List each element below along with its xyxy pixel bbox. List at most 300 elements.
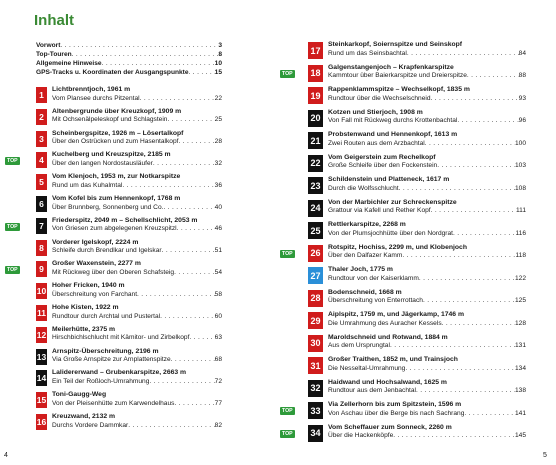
tour-title: Rappenklammspitze – Wechselkopf, 1835 m: [328, 86, 470, 93]
tour-page: 118: [515, 252, 526, 260]
tour-number: 19: [308, 87, 323, 104]
toc-intro-page: 15: [214, 69, 222, 76]
tour-subtitle-line: [52, 334, 222, 343]
tour-page: 134: [514, 364, 526, 372]
tour-number: 17: [308, 42, 323, 59]
toc-entry-text: [52, 304, 222, 321]
top-tour-badge: TOP: [7, 158, 18, 165]
tour-subtitle-line: [328, 95, 526, 104]
toc-entry-text: [328, 244, 526, 261]
tour-subtitle-line: [52, 269, 222, 278]
toc-entry-text: [328, 109, 526, 126]
tour-subtitle: Über Brunnberg, Sonnenberg und Co.: [52, 203, 164, 211]
top-tour-badge: TOP: [282, 70, 293, 77]
toc-entry[interactable]: [7, 151, 222, 173]
toc-entry[interactable]: [308, 199, 526, 222]
tour-subtitle: Überschreitung von Farchant: [52, 290, 138, 298]
toc-entry[interactable]: [36, 239, 222, 261]
page-number-left: 4: [4, 452, 8, 459]
tour-subtitle: Zwei Routen aus dem Arzbachtal: [328, 139, 425, 147]
toc-entry[interactable]: [308, 379, 526, 402]
tour-page: 141: [514, 409, 526, 417]
tour-subtitle: Durch die Wolfsschlucht: [328, 184, 399, 192]
tour-title: Galgenstangenjoch – Krapfenkarspitze: [328, 63, 454, 71]
leader-dots: [457, 117, 518, 126]
tour-subtitle: Von Fall mit Rückweg durchs Krottenbachtal: [328, 117, 458, 125]
tour-number: 31: [308, 357, 323, 374]
tour-subtitle: Die Umrahmung des Auracher Kessels: [328, 319, 442, 327]
tour-number: 29: [308, 312, 323, 329]
toc-entry-text: [52, 348, 222, 365]
toc-entry[interactable]: [308, 266, 526, 289]
tour-title: Aiplspitz, 1759 m, und Jägerkamp, 1746 m: [328, 311, 464, 318]
tour-page: 145: [514, 432, 526, 440]
tour-subtitle: Von der Pleisenhütte zum Karwendelhaus: [52, 399, 175, 407]
tour-title: Haidwand und Hochsalwand, 1625 m: [328, 378, 447, 386]
toc-entry[interactable]: [36, 304, 222, 326]
tour-subtitle-line: [328, 432, 526, 441]
toc-entry-text: [328, 311, 526, 328]
tour-title: Schildenstein und Platteneck, 1617 m: [328, 176, 450, 183]
tour-subtitle-line: [328, 185, 526, 194]
toc-entry-text: [328, 86, 526, 103]
leader-dots: [162, 247, 215, 256]
tour-number: 24: [308, 200, 323, 217]
tour-subtitle: Hirschbichlschlucht mit Kämitor- und Zirbelkopf: [52, 334, 190, 342]
tour-page: 103: [514, 162, 526, 170]
tour-subtitle: Kammtour über Baierkarspitze und Dreierspitze: [328, 72, 467, 80]
toc-entry[interactable]: [282, 423, 526, 447]
tour-subtitle-line: [52, 160, 222, 169]
tour-subtitle: Rundtour aus dem Jenbachtal: [328, 387, 416, 395]
toc-entry[interactable]: [36, 108, 222, 130]
tour-subtitle: Von Griesen zum abgelegenen Kreuzspitzl: [52, 225, 177, 233]
tour-title: Steinkarkopf, Soiernspitze und Seinskopf: [328, 41, 463, 48]
toc-column-right: [282, 41, 526, 446]
toc-entry[interactable]: [36, 173, 222, 195]
tour-subtitle-line: [52, 291, 222, 300]
leader-dots: [72, 50, 219, 59]
toc-entry-text: [52, 413, 222, 430]
leader-dots: [405, 365, 515, 374]
toc-intro-line[interactable]: [36, 68, 222, 77]
toc-entry-text: [52, 282, 222, 299]
leader-dots: [399, 185, 515, 194]
toc-list-right: [282, 41, 526, 446]
toc-entry-text: [328, 334, 526, 351]
tour-page: 36: [214, 181, 222, 189]
toc-entry[interactable]: [36, 413, 222, 435]
tour-title: Rotspitz, Hochiss, 2299 m, und Klobenjoch: [328, 243, 467, 251]
toc-intro-line[interactable]: [36, 41, 222, 50]
tour-number: 4: [36, 152, 47, 168]
tour-subtitle: Große Schleife über den Fockenstein: [328, 162, 438, 170]
tour-title: Altenbergrunde über Kreuzkopf, 1909 m: [52, 107, 182, 115]
tour-page: 28: [214, 138, 222, 146]
toc-entry[interactable]: [36, 326, 222, 348]
toc-intro-label: Vorwort: [36, 42, 61, 49]
leader-dots: [189, 68, 215, 77]
tour-page: 32: [214, 159, 222, 167]
tour-subtitle: Mit Ochsenälpeleskopf und Schlagstein: [52, 116, 168, 124]
toc-entry-text: [52, 369, 222, 386]
tour-subtitle: Vom Plansee durchs Pitzental: [52, 94, 140, 102]
tour-subtitle-line: [328, 275, 526, 284]
toc-entry-text: [328, 379, 526, 396]
toc-entry-text: [328, 131, 526, 148]
tour-subtitle-line: [52, 116, 222, 125]
leader-dots: [140, 95, 215, 104]
tour-subtitle-line: [52, 225, 222, 234]
tour-page: 84: [518, 49, 526, 57]
tour-subtitle: Über die Hackenköpfe: [328, 432, 394, 440]
toc-entry[interactable]: [7, 260, 222, 282]
leader-dots: [167, 116, 214, 125]
toc-entry-text: [52, 326, 222, 343]
tour-subtitle: Durchs Vordere Dammkar: [52, 421, 129, 429]
tour-page: 131: [514, 342, 526, 350]
tour-subtitle: Aus dem Ursprungtal: [328, 342, 390, 350]
tour-title: Kuchelberg und Kreuzspitze, 2185 m: [52, 151, 171, 159]
tour-title: Hoher Fricken, 1940 m: [52, 282, 125, 290]
top-tour-badge: TOP: [7, 223, 18, 230]
tour-page: 46: [214, 225, 222, 233]
tour-subtitle: Von der Plumsjochhütte über den Nordgrat: [328, 229, 453, 237]
toc-entry-text: [52, 195, 222, 212]
tour-subtitle: Ein Teil der Roßloch-Umrahmung: [52, 377, 150, 385]
leader-dots: [189, 334, 214, 343]
toc-entry-text: [328, 64, 526, 81]
tour-title: Vom Geigerstein zum Rechelkopf: [328, 153, 436, 161]
tour-number: 18: [308, 65, 323, 82]
tour-page: 22: [214, 94, 222, 102]
tour-page: 125: [514, 297, 526, 305]
tour-title: Großer Waxenstein, 2277 m: [52, 260, 141, 268]
tour-number: 23: [308, 177, 323, 194]
page-title: Inhalt: [34, 12, 74, 29]
tour-subtitle-line: [328, 72, 526, 81]
toc-entry-text: [328, 199, 526, 216]
leader-dots: [390, 342, 515, 351]
tour-subtitle: Über den langen Nordostausläufer: [52, 159, 153, 167]
leader-dots: [407, 50, 519, 59]
tour-title: Thaler Joch, 1775 m: [328, 266, 393, 273]
leader-dots: [464, 410, 515, 419]
tour-title: Vom Klenjoch, 1953 m, zur Notkarspitze: [52, 173, 181, 181]
tour-subtitle-line: [328, 162, 526, 171]
tour-subtitle-line: [328, 50, 526, 59]
toc-entry[interactable]: [308, 131, 526, 154]
toc-entry[interactable]: [36, 195, 222, 217]
tour-page: 93: [518, 94, 526, 102]
tour-page: 122: [514, 274, 526, 282]
toc-entry-text: [328, 289, 526, 306]
leader-dots: [423, 297, 515, 306]
tour-number: 12: [36, 327, 47, 343]
tour-number: 21: [308, 132, 323, 149]
tour-subtitle-line: [328, 342, 526, 351]
toc-intro-label: Top-Touren: [36, 51, 72, 58]
tour-number: 28: [308, 290, 323, 307]
tour-number: 32: [308, 380, 323, 397]
leader-dots: [437, 162, 515, 171]
tour-subtitle: Über den Ostrücken und zum Hasentalkopf: [52, 138, 179, 146]
toc-entry-text: [328, 154, 526, 171]
tour-number: 34: [308, 425, 323, 442]
tour-number: 27: [308, 267, 323, 284]
tour-subtitle: Rundtour durch Archtal und Pustertal: [52, 312, 161, 320]
tour-title: Vorderer Igelskopf, 2224 m: [52, 238, 139, 246]
tour-page: 58: [214, 290, 222, 298]
tour-number: 14: [36, 370, 47, 386]
tour-number: 8: [36, 240, 47, 256]
toc-entry-text: [52, 217, 222, 234]
tour-title: Toni-Gaugg-Weg: [52, 391, 107, 399]
leader-dots: [402, 252, 515, 261]
tour-subtitle-line: [52, 182, 222, 191]
tour-subtitle: Mit Rückweg über den Oberen Schafsteig: [52, 268, 175, 276]
tour-subtitle-line: [328, 207, 526, 216]
tour-title: Probstenwand und Hennenkopf, 1613 m: [328, 131, 458, 138]
toc-entry[interactable]: [308, 289, 526, 312]
leader-dots: [160, 313, 215, 322]
tour-title: Großer Traithen, 1852 m, und Trainsjoch: [328, 356, 458, 363]
tour-title: Via Zellerhorn bis zum Spitzstein, 1596 m: [328, 401, 462, 408]
toc-intro-line[interactable]: [36, 50, 222, 59]
tour-subtitle-line: [328, 365, 526, 374]
tour-number: 20: [308, 110, 323, 127]
leader-dots: [171, 356, 215, 365]
tour-number: 3: [36, 131, 47, 147]
tour-title: Friederspitz, 2049 m – Schellschlicht, 2053 m: [52, 216, 198, 224]
toc-entry-text: [52, 260, 222, 277]
tour-title: Hohe Kisten, 1922 m: [52, 303, 119, 311]
tour-subtitle: Rundtour von der Kaiserklamm: [328, 274, 419, 282]
tour-title: Lalidererwand – Grubenkarspitze, 2663 m: [52, 369, 187, 377]
toc-entry[interactable]: [36, 282, 222, 304]
leader-dots: [174, 269, 215, 278]
tour-subtitle-line: [52, 356, 222, 365]
toc-intro-page: 8: [218, 51, 222, 58]
tour-page: 111: [515, 207, 526, 215]
toc-list-left: [7, 86, 222, 435]
tour-title: Maroldschneid und Rotwand, 1884 m: [328, 333, 448, 341]
tour-subtitle: Die Nesseltal-Umrahmung: [328, 364, 406, 372]
leader-dots: [177, 225, 215, 234]
tour-subtitle-line: [328, 140, 526, 149]
tour-number: 22: [308, 155, 323, 172]
tour-subtitle: Rund um das Kuhalmtal: [52, 181, 123, 189]
toc-entry[interactable]: [308, 334, 526, 357]
tour-title: Von der Marbichler zur Schreckenspitze: [328, 198, 457, 206]
leader-dots: [453, 230, 515, 239]
leader-dots: [419, 275, 515, 284]
tour-subtitle-line: [328, 117, 526, 126]
tour-page: 116: [515, 229, 526, 237]
leader-dots: [102, 59, 215, 68]
toc-entry-text: [328, 176, 526, 193]
tour-number: 11: [36, 305, 47, 321]
tour-title: Lichtbrenntjoch, 1961 m: [52, 86, 131, 93]
tour-page: 108: [514, 184, 526, 192]
tour-number: 26: [308, 245, 323, 262]
toc-intro-page: 3: [218, 42, 222, 49]
tour-subtitle: Rund um das Seinsbachtal: [328, 49, 407, 57]
tour-subtitle: Schleife durch Brendlkar und Igelskar: [52, 247, 162, 255]
toc-entry-text: [328, 401, 526, 418]
tour-number: 25: [308, 222, 323, 239]
toc-entry-text: [52, 239, 222, 256]
tour-page: 72: [214, 377, 222, 385]
tour-subtitle: Über den Dalfazer Kamm: [328, 252, 403, 260]
toc-entry[interactable]: [7, 216, 222, 239]
leader-dots: [425, 140, 515, 149]
tour-number: 30: [308, 335, 323, 352]
toc-entry[interactable]: [282, 401, 526, 424]
tour-page: 54: [214, 268, 222, 276]
top-tour-badge: TOP: [282, 250, 293, 257]
toc-entry-text: [328, 356, 526, 373]
tour-title: Rettlerkarspitze, 2268 m: [328, 221, 406, 228]
tour-page: 82: [214, 421, 222, 429]
tour-number: 6: [36, 196, 47, 212]
tour-title: Scheinbergspitze, 1926 m – Lösertalkopf: [52, 129, 184, 137]
toc-intro-label: Allgemeine Hinweise: [36, 60, 102, 67]
tour-subtitle-line: [328, 320, 526, 329]
leader-dots: [137, 291, 215, 300]
tour-page: 138: [514, 387, 526, 395]
tour-title: Vom Kofel bis zum Hennenkopf, 1768 m: [52, 194, 181, 202]
leader-dots: [393, 432, 515, 441]
toc-intro: [36, 41, 222, 77]
tour-subtitle-line: [52, 378, 222, 387]
leader-dots: [467, 72, 519, 81]
leader-dots: [416, 387, 515, 396]
tour-subtitle: Rundtour über die Wechselschneid: [328, 94, 431, 102]
toc-entry-text: [328, 41, 526, 58]
leader-dots: [60, 41, 218, 50]
tour-number: 10: [36, 283, 47, 299]
tour-subtitle: Von Aschau über die Berge bis nach Sachrang: [328, 409, 465, 417]
toc-entry[interactable]: [36, 130, 222, 152]
tour-number: 1: [36, 87, 47, 103]
tour-title: Bodenschneid, 1668 m: [328, 288, 402, 296]
toc-intro-label: GPS-Tracks u. Koordinaten der Ausgangspunkte: [36, 69, 189, 76]
leader-dots: [431, 207, 516, 216]
toc-entry[interactable]: [36, 348, 222, 370]
tour-subtitle-line: [52, 204, 222, 213]
tour-title: Kreuzwand, 2132 m: [52, 412, 116, 420]
tour-page: 25: [214, 116, 222, 124]
tour-number: 33: [308, 402, 323, 419]
page-number-right: 5: [543, 452, 547, 459]
tour-page: 100: [514, 139, 526, 147]
tour-subtitle-line: [52, 313, 222, 322]
tour-title: Arnspitz-Überschreitung, 2196 m: [52, 347, 159, 355]
tour-page: 77: [214, 399, 222, 407]
tour-number: 7: [36, 218, 47, 234]
tour-subtitle-line: [328, 297, 526, 306]
tour-page: 51: [214, 247, 222, 255]
tour-subtitle-line: [52, 422, 222, 431]
leader-dots: [178, 138, 214, 147]
toc-entry[interactable]: [308, 221, 526, 244]
leader-dots: [153, 160, 215, 169]
tour-title: Kotzen und Stierjoch, 1908 m: [328, 108, 423, 116]
tour-subtitle-line: [328, 387, 526, 396]
toc-entry[interactable]: [282, 63, 526, 87]
tour-subtitle-line: [328, 230, 526, 239]
toc-column-left: [7, 41, 222, 435]
tour-number: 5: [36, 174, 47, 190]
toc-entry-text: [328, 424, 526, 441]
tour-page: 63: [214, 334, 222, 342]
toc-entry[interactable]: [308, 86, 526, 109]
tour-subtitle-line: [328, 410, 526, 419]
top-tour-badge: TOP: [7, 267, 18, 274]
toc-entry-text: [52, 151, 222, 168]
top-tour-badge: TOP: [282, 408, 293, 414]
tour-subtitle-line: [328, 252, 526, 261]
toc-entry[interactable]: [308, 356, 526, 379]
toc-entry[interactable]: [308, 176, 526, 199]
toc-entry[interactable]: [308, 311, 526, 334]
toc-entry-text: [52, 108, 222, 125]
tour-number: 15: [36, 392, 47, 408]
tour-subtitle-line: [52, 247, 222, 256]
tour-number: 2: [36, 109, 47, 125]
tour-page: 128: [514, 319, 526, 327]
toc-entry[interactable]: [308, 41, 526, 64]
toc-entry[interactable]: [36, 86, 222, 108]
tour-number: 16: [36, 414, 47, 430]
toc-entry[interactable]: [308, 109, 526, 132]
leader-dots: [122, 182, 214, 191]
leader-dots: [163, 204, 214, 213]
tour-page: 68: [214, 356, 222, 364]
leader-dots: [442, 320, 515, 329]
tour-page: 88: [518, 72, 526, 80]
tour-page: 96: [518, 117, 526, 125]
tour-number: 13: [36, 349, 47, 365]
tour-subtitle-line: [52, 400, 222, 409]
toc-entry-text: [328, 266, 526, 283]
toc-entry-text: [52, 130, 222, 147]
toc-intro-page: 10: [214, 60, 222, 67]
tour-subtitle: Überschreitung von Enterrottach: [328, 297, 423, 305]
toc-entry-text: [328, 221, 526, 238]
toc-entry[interactable]: [36, 369, 222, 391]
leader-dots: [149, 378, 214, 387]
top-tour-badge: TOP: [282, 430, 293, 437]
toc-intro-line[interactable]: [36, 59, 222, 68]
tour-subtitle-line: [52, 138, 222, 147]
leader-dots: [431, 95, 519, 104]
tour-subtitle-line: [52, 95, 222, 104]
tour-number: 9: [36, 261, 47, 277]
toc-entry-text: [52, 86, 222, 103]
leader-dots: [174, 400, 214, 409]
toc-entry[interactable]: [308, 154, 526, 177]
tour-page: 60: [214, 312, 222, 320]
tour-title: Meilerhütte, 2375 m: [52, 325, 116, 333]
toc-entry[interactable]: [36, 391, 222, 413]
tour-page: 40: [214, 203, 222, 211]
toc-entry-text: [52, 391, 222, 408]
tour-subtitle: Grattour via Kafell und Rether Kopf: [328, 207, 431, 215]
toc-entry[interactable]: [282, 243, 526, 267]
toc-entry-text: [52, 173, 222, 190]
